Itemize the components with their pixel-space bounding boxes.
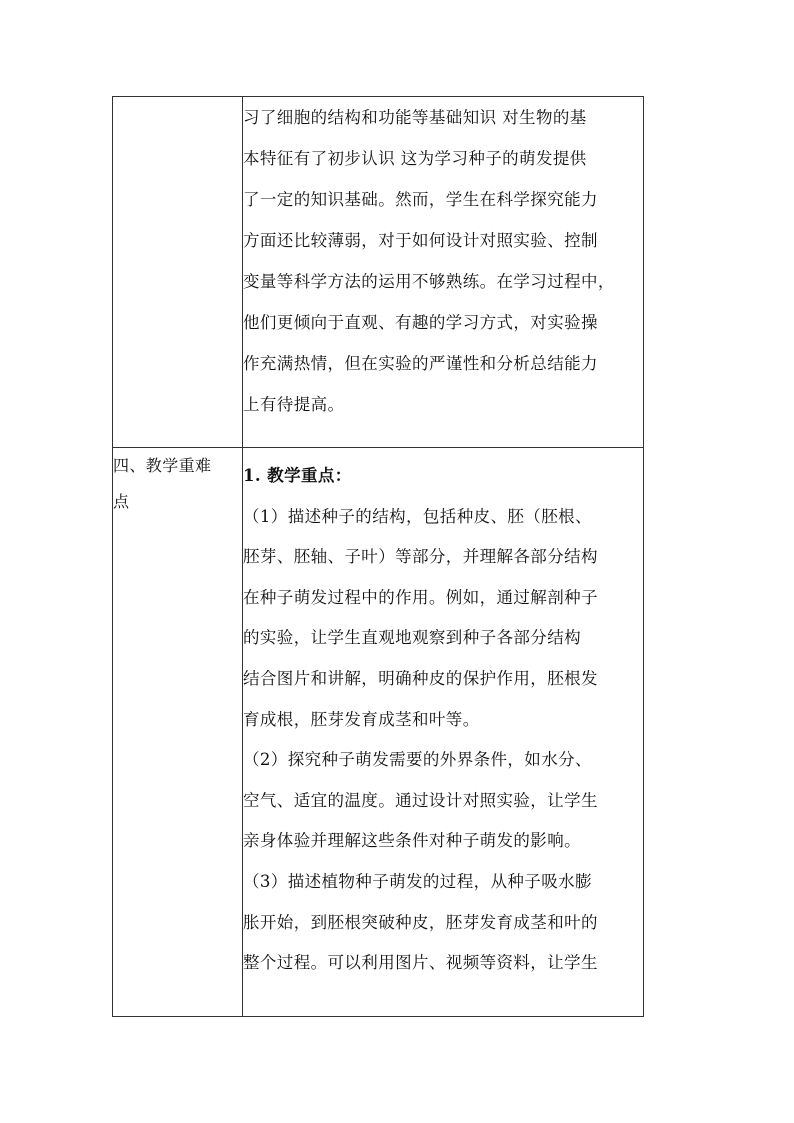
table-row [113,448,644,1017]
section-label-line: 点 [113,492,130,511]
paragraph-line: 育成根，胚芽发育成茎和叶等。 [243,709,480,729]
paragraph-line: 上有待提高。 [243,395,345,414]
paragraph-line: 习了细胞的结构和功能等基础知识 对生物的基 [243,108,587,127]
row1-label-cell [113,97,243,448]
content-table [112,96,644,1017]
paragraph-line: 胀开始，到胚根突破种皮，胚芽发育成茎和叶的 [243,912,598,932]
paragraph-line: （1）描述种子的结构，包括种皮、胚（胚根、 [243,506,592,526]
paragraph-line: 的实验，让学生直观地观察到种子各部分结构 [243,628,581,648]
paragraph-line: 方面还比较薄弱，对于如何设计对照实验、控制 [243,231,598,250]
paragraph-line: 胚芽、胚轴、子叶）等部分，并理解各部分结构 [243,547,598,567]
paragraph-line: 空气、适宜的温度。通过设计对照实验，让学生 [243,790,598,810]
paragraph-line: 变量等科学方法的运用不够熟练。在学习过程中， [243,272,615,291]
paragraph-line: 他们更倾向于直观、有趣的学习方式，对实验操 [243,313,598,332]
paragraph-line: 整个过程。可以利用图片、视频等资料，让学生 [243,953,598,973]
table-row [113,97,644,448]
paragraph-line: 本特征有了初步认识 这为学习种子的萌发提供 [243,149,587,168]
paragraph-line: 亲身体验并理解这些条件对种子萌发的影响。 [243,831,581,851]
section-heading: 1. 教学重点： [243,466,352,485]
paragraph-line: 在种子萌发过程中的作用。例如，通过解剖种子 [243,587,598,607]
paragraph-line: 结合图片和讲解，明确种皮的保护作用，胚根发 [243,668,598,688]
row2-label-cell [113,448,243,1017]
paragraph-line: （2）探究种子萌发需要的外界条件，如水分、 [243,750,592,770]
paragraph-line: 作充满热情，但在实验的严谨性和分析总结能力 [243,354,598,373]
paragraph-line: （3）描述植物种子萌发的过程，从种子吸水膨 [243,871,592,891]
paragraph-line: 了一定的知识基础。然而，学生在科学探究能力 [243,190,598,209]
section-label-line: 四、教学重难 [113,456,212,475]
row1-content-cell [243,97,644,448]
row2-content-cell [243,448,644,1017]
